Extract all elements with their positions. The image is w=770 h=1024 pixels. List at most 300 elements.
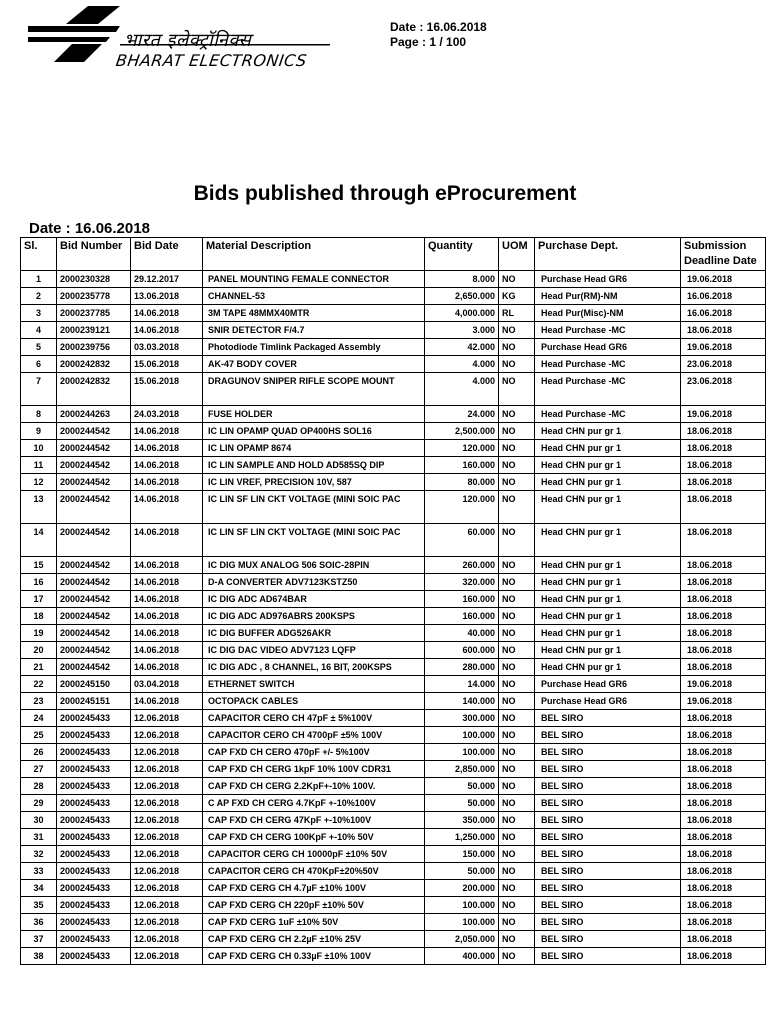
- cell-submission-deadline: 18.06.2018: [681, 457, 766, 474]
- cell-submission-deadline: 18.06.2018: [681, 574, 766, 591]
- cell-submission-deadline: 18.06.2018: [681, 727, 766, 744]
- cell-purchase-dept: Purchase Head GR6: [535, 693, 681, 710]
- table-row: [21, 271, 766, 288]
- cell-bid-date: 12.06.2018: [131, 812, 203, 829]
- cell-sl: 3: [21, 305, 57, 322]
- cell-sl: 6: [21, 356, 57, 373]
- cell-bid-number: 2000245433: [57, 914, 131, 931]
- cell-bid-number: 2000244542: [57, 491, 131, 524]
- cell-material-description: CAPACITOR CERG CH 470KpF±20%50V: [203, 863, 425, 880]
- cell-quantity: 320.000: [425, 574, 499, 591]
- cell-bid-date: 12.06.2018: [131, 931, 203, 948]
- cell-uom: NO: [499, 457, 535, 474]
- cell-sl: 34: [21, 880, 57, 897]
- table-row: [21, 288, 766, 305]
- company-logo: [28, 4, 348, 74]
- cell-bid-date: 14.06.2018: [131, 642, 203, 659]
- cell-bid-number: 2000237785: [57, 305, 131, 322]
- cell-quantity: 2,850.000: [425, 761, 499, 778]
- cell-bid-number: 2000244542: [57, 659, 131, 676]
- cell-sl: 13: [21, 491, 57, 524]
- column-header-submission-deadline: Submission Deadline Date: [681, 238, 766, 271]
- cell-bid-number: 2000244542: [57, 591, 131, 608]
- cell-bid-date: 12.06.2018: [131, 948, 203, 965]
- cell-bid-date: 12.06.2018: [131, 778, 203, 795]
- table-row: [21, 710, 766, 727]
- cell-submission-deadline: 16.06.2018: [681, 305, 766, 322]
- table-row: [21, 829, 766, 846]
- cell-sl: 1: [21, 271, 57, 288]
- cell-purchase-dept: BEL SIRO: [535, 727, 681, 744]
- cell-sl: 29: [21, 795, 57, 812]
- cell-uom: NO: [499, 322, 535, 339]
- table-row: [21, 356, 766, 373]
- table-row: [21, 795, 766, 812]
- cell-submission-deadline: 19.06.2018: [681, 271, 766, 288]
- cell-purchase-dept: BEL SIRO: [535, 778, 681, 795]
- cell-submission-deadline: 18.06.2018: [681, 322, 766, 339]
- cell-uom: NO: [499, 373, 535, 406]
- cell-bid-number: 2000245433: [57, 710, 131, 727]
- cell-bid-date: 14.06.2018: [131, 474, 203, 491]
- cell-material-description: IC LIN VREF, PRECISION 10V, 587: [203, 474, 425, 491]
- cell-bid-number: 2000245433: [57, 778, 131, 795]
- cell-submission-deadline: 18.06.2018: [681, 423, 766, 440]
- cell-uom: NO: [499, 676, 535, 693]
- cell-material-description: D-A CONVERTER ADV7123KSTZ50: [203, 574, 425, 591]
- column-header-bid-number: Bid Number: [57, 238, 131, 271]
- table-row: [21, 406, 766, 423]
- cell-purchase-dept: Head Purchase -MC: [535, 373, 681, 406]
- cell-uom: NO: [499, 659, 535, 676]
- cell-sl: 24: [21, 710, 57, 727]
- cell-submission-deadline: 18.06.2018: [681, 591, 766, 608]
- cell-sl: 8: [21, 406, 57, 423]
- cell-bid-number: 2000245151: [57, 693, 131, 710]
- cell-quantity: 1,250.000: [425, 829, 499, 846]
- cell-bid-date: 29.12.2017: [131, 271, 203, 288]
- cell-material-description: SNIR DETECTOR F/4.7: [203, 322, 425, 339]
- cell-quantity: 400.000: [425, 948, 499, 965]
- cell-material-description: IC DIG ADC AD674BAR: [203, 591, 425, 608]
- cell-material-description: CAPACITOR CERO CH 47pF ± 5%100V: [203, 710, 425, 727]
- cell-bid-date: 12.06.2018: [131, 761, 203, 778]
- cell-bid-date: 14.06.2018: [131, 440, 203, 457]
- table-row: [21, 457, 766, 474]
- cell-bid-date: 12.06.2018: [131, 744, 203, 761]
- cell-uom: NO: [499, 524, 535, 557]
- cell-submission-deadline: 18.06.2018: [681, 440, 766, 457]
- cell-bid-date: 14.06.2018: [131, 305, 203, 322]
- table-row: [21, 423, 766, 440]
- cell-bid-number: 2000244542: [57, 608, 131, 625]
- cell-submission-deadline: 18.06.2018: [681, 863, 766, 880]
- table-row: [21, 778, 766, 795]
- cell-bid-number: 2000244263: [57, 406, 131, 423]
- cell-bid-date: 14.06.2018: [131, 457, 203, 474]
- column-header-quantity: Quantity: [425, 238, 499, 271]
- cell-submission-deadline: 18.06.2018: [681, 880, 766, 897]
- cell-bid-date: 24.03.2018: [131, 406, 203, 423]
- header-meta: [390, 20, 487, 50]
- cell-material-description: DRAGUNOV SNIPER RIFLE SCOPE MOUNT: [203, 373, 425, 406]
- cell-material-description: IC LIN SF LIN CKT VOLTAGE (MINI SOIC PAC: [203, 524, 425, 557]
- cell-material-description: AK-47 BODY COVER: [203, 356, 425, 373]
- table-row: [21, 863, 766, 880]
- cell-submission-deadline: 18.06.2018: [681, 608, 766, 625]
- cell-submission-deadline: 19.06.2018: [681, 693, 766, 710]
- cell-uom: NO: [499, 440, 535, 457]
- cell-material-description: PANEL MOUNTING FEMALE CONNECTOR: [203, 271, 425, 288]
- cell-bid-date: 12.06.2018: [131, 897, 203, 914]
- cell-quantity: 4,000.000: [425, 305, 499, 322]
- cell-sl: 11: [21, 457, 57, 474]
- cell-purchase-dept: Head CHN pur gr 1: [535, 524, 681, 557]
- cell-uom: NO: [499, 491, 535, 524]
- cell-bid-number: 2000242832: [57, 373, 131, 406]
- cell-uom: NO: [499, 778, 535, 795]
- cell-purchase-dept: BEL SIRO: [535, 880, 681, 897]
- cell-quantity: 600.000: [425, 642, 499, 659]
- cell-submission-deadline: 18.06.2018: [681, 795, 766, 812]
- cell-purchase-dept: Head CHN pur gr 1: [535, 423, 681, 440]
- cell-material-description: IC DIG ADC , 8 CHANNEL, 16 BIT, 200KSPS: [203, 659, 425, 676]
- cell-quantity: 42.000: [425, 339, 499, 356]
- cell-uom: NO: [499, 795, 535, 812]
- cell-submission-deadline: 18.06.2018: [681, 744, 766, 761]
- cell-material-description: IC DIG MUX ANALOG 506 SOIC-28PIN: [203, 557, 425, 574]
- cell-purchase-dept: Head Pur(RM)-NM: [535, 288, 681, 305]
- cell-bid-date: 15.06.2018: [131, 356, 203, 373]
- cell-bid-number: 2000245433: [57, 931, 131, 948]
- cell-quantity: 160.000: [425, 457, 499, 474]
- table-row: [21, 373, 766, 406]
- cell-bid-number: 2000244542: [57, 457, 131, 474]
- cell-sl: 16: [21, 574, 57, 591]
- cell-purchase-dept: BEL SIRO: [535, 812, 681, 829]
- table-row: [21, 812, 766, 829]
- cell-uom: NO: [499, 625, 535, 642]
- cell-material-description: CAP FXD CH CERO 470pF +/- 5%100V: [203, 744, 425, 761]
- cell-bid-date: 13.06.2018: [131, 288, 203, 305]
- cell-uom: NO: [499, 812, 535, 829]
- cell-purchase-dept: Head CHN pur gr 1: [535, 574, 681, 591]
- cell-material-description: CAP FXD CH CERG 100KpF +-10% 50V: [203, 829, 425, 846]
- cell-quantity: 24.000: [425, 406, 499, 423]
- cell-material-description: 3M TAPE 48MMX40MTR: [203, 305, 425, 322]
- table-row: [21, 727, 766, 744]
- cell-bid-date: 14.06.2018: [131, 608, 203, 625]
- cell-uom: NO: [499, 642, 535, 659]
- cell-material-description: CAP FXD CH CERG 47KpF +-10%100V: [203, 812, 425, 829]
- cell-bid-date: 03.03.2018: [131, 339, 203, 356]
- cell-purchase-dept: Head CHN pur gr 1: [535, 440, 681, 457]
- cell-quantity: 4.000: [425, 373, 499, 406]
- cell-bid-date: 12.06.2018: [131, 846, 203, 863]
- cell-bid-number: 2000244542: [57, 625, 131, 642]
- cell-bid-number: 2000244542: [57, 557, 131, 574]
- cell-quantity: 40.000: [425, 625, 499, 642]
- cell-submission-deadline: 19.06.2018: [681, 339, 766, 356]
- table-row: [21, 339, 766, 356]
- cell-purchase-dept: BEL SIRO: [535, 710, 681, 727]
- cell-material-description: CAP FXD CH CERG 2.2KpF+-10% 100V.: [203, 778, 425, 795]
- cell-sl: 2: [21, 288, 57, 305]
- table-row: [21, 591, 766, 608]
- cell-material-description: ETHERNET SWITCH: [203, 676, 425, 693]
- cell-sl: 38: [21, 948, 57, 965]
- cell-quantity: 100.000: [425, 744, 499, 761]
- cell-material-description: CAP FXD CERG CH 0.33µF ±10% 100V: [203, 948, 425, 965]
- cell-bid-date: 12.06.2018: [131, 914, 203, 931]
- cell-submission-deadline: 16.06.2018: [681, 288, 766, 305]
- cell-purchase-dept: BEL SIRO: [535, 948, 681, 965]
- cell-purchase-dept: Head CHN pur gr 1: [535, 642, 681, 659]
- cell-quantity: 140.000: [425, 693, 499, 710]
- cell-submission-deadline: 18.06.2018: [681, 710, 766, 727]
- cell-uom: NO: [499, 574, 535, 591]
- cell-purchase-dept: Head Purchase -MC: [535, 322, 681, 339]
- cell-quantity: 4.000: [425, 356, 499, 373]
- cell-bid-date: 14.06.2018: [131, 524, 203, 557]
- cell-quantity: 100.000: [425, 914, 499, 931]
- cell-quantity: 350.000: [425, 812, 499, 829]
- cell-sl: 27: [21, 761, 57, 778]
- cell-submission-deadline: 18.06.2018: [681, 778, 766, 795]
- cell-material-description: CAP FXD CERG CH 220pF ±10% 50V: [203, 897, 425, 914]
- table-row: [21, 659, 766, 676]
- cell-material-description: OCTOPACK CABLES: [203, 693, 425, 710]
- cell-sl: 4: [21, 322, 57, 339]
- table-row: [21, 608, 766, 625]
- cell-sl: 23: [21, 693, 57, 710]
- cell-sl: 26: [21, 744, 57, 761]
- header-date: Date : 16.06.2018: [390, 20, 487, 34]
- logo-english-text: BHARAT ELECTRONICS: [114, 51, 309, 70]
- cell-bid-date: 12.06.2018: [131, 880, 203, 897]
- cell-bid-date: 14.06.2018: [131, 491, 203, 524]
- cell-uom: NO: [499, 880, 535, 897]
- cell-purchase-dept: BEL SIRO: [535, 795, 681, 812]
- cell-quantity: 50.000: [425, 778, 499, 795]
- table-row: [21, 761, 766, 778]
- cell-bid-number: 2000245433: [57, 795, 131, 812]
- cell-quantity: 50.000: [425, 863, 499, 880]
- cell-material-description: IC DIG ADC AD976ABRS 200KSPS: [203, 608, 425, 625]
- cell-submission-deadline: 18.06.2018: [681, 659, 766, 676]
- table-row: [21, 744, 766, 761]
- cell-material-description: CAP FXD CERG CH 2.2µF ±10% 25V: [203, 931, 425, 948]
- cell-quantity: 14.000: [425, 676, 499, 693]
- cell-purchase-dept: Head CHN pur gr 1: [535, 625, 681, 642]
- cell-purchase-dept: Head Purchase -MC: [535, 356, 681, 373]
- cell-material-description: Photodiode Timlink Packaged Assembly: [203, 339, 425, 356]
- cell-purchase-dept: Purchase Head GR6: [535, 271, 681, 288]
- cell-sl: 10: [21, 440, 57, 457]
- cell-submission-deadline: 18.06.2018: [681, 914, 766, 931]
- cell-material-description: CHANNEL-53: [203, 288, 425, 305]
- table-row: [21, 676, 766, 693]
- cell-uom: NO: [499, 727, 535, 744]
- cell-quantity: 3.000: [425, 322, 499, 339]
- cell-submission-deadline: 23.06.2018: [681, 373, 766, 406]
- cell-bid-date: 12.06.2018: [131, 795, 203, 812]
- cell-bid-date: 14.06.2018: [131, 693, 203, 710]
- cell-bid-number: 2000245433: [57, 812, 131, 829]
- cell-uom: NO: [499, 608, 535, 625]
- cell-material-description: IC LIN OPAMP QUAD OP400HS SOL16: [203, 423, 425, 440]
- cell-bid-date: 14.06.2018: [131, 659, 203, 676]
- cell-purchase-dept: Head CHN pur gr 1: [535, 591, 681, 608]
- cell-bid-number: 2000245433: [57, 863, 131, 880]
- cell-bid-date: 14.06.2018: [131, 591, 203, 608]
- cell-bid-date: 03.04.2018: [131, 676, 203, 693]
- cell-purchase-dept: BEL SIRO: [535, 897, 681, 914]
- cell-uom: NO: [499, 897, 535, 914]
- column-header-purchase-dept: Purchase Dept.: [535, 238, 681, 271]
- cell-quantity: 150.000: [425, 846, 499, 863]
- cell-quantity: 120.000: [425, 440, 499, 457]
- cell-sl: 22: [21, 676, 57, 693]
- cell-submission-deadline: 18.06.2018: [681, 557, 766, 574]
- table-row: [21, 693, 766, 710]
- cell-uom: NO: [499, 693, 535, 710]
- cell-bid-date: 12.06.2018: [131, 710, 203, 727]
- cell-bid-number: 2000245433: [57, 744, 131, 761]
- cell-uom: NO: [499, 710, 535, 727]
- cell-quantity: 100.000: [425, 897, 499, 914]
- table-row: [21, 625, 766, 642]
- cell-quantity: 2,500.000: [425, 423, 499, 440]
- cell-purchase-dept: Head CHN pur gr 1: [535, 457, 681, 474]
- cell-quantity: 160.000: [425, 608, 499, 625]
- cell-sl: 7: [21, 373, 57, 406]
- cell-material-description: CAPACITOR CERG CH 10000pF ±10% 50V: [203, 846, 425, 863]
- cell-bid-date: 14.06.2018: [131, 574, 203, 591]
- cell-submission-deadline: 18.06.2018: [681, 491, 766, 524]
- cell-material-description: CAPACITOR CERO CH 4700pF ±5% 100V: [203, 727, 425, 744]
- cell-purchase-dept: Head Purchase -MC: [535, 406, 681, 423]
- cell-bid-date: 12.06.2018: [131, 829, 203, 846]
- cell-bid-number: 2000245433: [57, 897, 131, 914]
- cell-purchase-dept: Head CHN pur gr 1: [535, 608, 681, 625]
- cell-purchase-dept: Head CHN pur gr 1: [535, 557, 681, 574]
- cell-bid-number: 2000244542: [57, 440, 131, 457]
- cell-uom: NO: [499, 271, 535, 288]
- cell-quantity: 50.000: [425, 795, 499, 812]
- cell-submission-deadline: 18.06.2018: [681, 625, 766, 642]
- cell-purchase-dept: BEL SIRO: [535, 846, 681, 863]
- cell-material-description: CAP FXD CERG 1uF ±10% 50V: [203, 914, 425, 931]
- report-date: Date : 16.06.2018: [29, 220, 150, 237]
- cell-submission-deadline: 18.06.2018: [681, 897, 766, 914]
- cell-sl: 14: [21, 524, 57, 557]
- bids-table: [20, 237, 766, 965]
- cell-material-description: CAP FXD CH CERG 1kpF 10% 100V CDR31: [203, 761, 425, 778]
- cell-bid-number: 2000245433: [57, 948, 131, 965]
- cell-quantity: 300.000: [425, 710, 499, 727]
- cell-uom: NO: [499, 744, 535, 761]
- cell-quantity: 160.000: [425, 591, 499, 608]
- cell-uom: NO: [499, 406, 535, 423]
- cell-submission-deadline: 18.06.2018: [681, 846, 766, 863]
- cell-bid-date: 12.06.2018: [131, 727, 203, 744]
- cell-quantity: 2,650.000: [425, 288, 499, 305]
- cell-purchase-dept: Head CHN pur gr 1: [535, 474, 681, 491]
- cell-material-description: IC LIN SF LIN CKT VOLTAGE (MINI SOIC PAC: [203, 491, 425, 524]
- table-row: [21, 524, 766, 557]
- cell-bid-number: 2000244542: [57, 423, 131, 440]
- cell-sl: 32: [21, 846, 57, 863]
- table-row: [21, 440, 766, 457]
- cell-quantity: 60.000: [425, 524, 499, 557]
- cell-submission-deadline: 18.06.2018: [681, 474, 766, 491]
- cell-submission-deadline: 18.06.2018: [681, 829, 766, 846]
- cell-bid-date: 12.06.2018: [131, 863, 203, 880]
- cell-sl: 33: [21, 863, 57, 880]
- cell-sl: 5: [21, 339, 57, 356]
- cell-uom: NO: [499, 863, 535, 880]
- cell-purchase-dept: Head CHN pur gr 1: [535, 659, 681, 676]
- cell-bid-number: 2000239121: [57, 322, 131, 339]
- cell-sl: 20: [21, 642, 57, 659]
- cell-bid-date: 15.06.2018: [131, 373, 203, 406]
- cell-material-description: FUSE HOLDER: [203, 406, 425, 423]
- cell-purchase-dept: BEL SIRO: [535, 829, 681, 846]
- cell-sl: 36: [21, 914, 57, 931]
- cell-uom: NO: [499, 356, 535, 373]
- cell-bid-date: 14.06.2018: [131, 423, 203, 440]
- cell-sl: 31: [21, 829, 57, 846]
- cell-uom: NO: [499, 914, 535, 931]
- cell-sl: 28: [21, 778, 57, 795]
- cell-sl: 21: [21, 659, 57, 676]
- cell-bid-number: 2000245433: [57, 829, 131, 846]
- table-row: [21, 846, 766, 863]
- column-header-material-description: Material Description: [203, 238, 425, 271]
- cell-purchase-dept: BEL SIRO: [535, 931, 681, 948]
- table-row: [21, 305, 766, 322]
- cell-sl: 25: [21, 727, 57, 744]
- cell-submission-deadline: 18.06.2018: [681, 948, 766, 965]
- cell-sl: 37: [21, 931, 57, 948]
- cell-purchase-dept: Head CHN pur gr 1: [535, 491, 681, 524]
- table-row: [21, 491, 766, 524]
- column-header-uom: UOM: [499, 238, 535, 271]
- cell-bid-number: 2000239756: [57, 339, 131, 356]
- table-row: [21, 948, 766, 965]
- cell-quantity: 200.000: [425, 880, 499, 897]
- cell-sl: 17: [21, 591, 57, 608]
- cell-material-description: IC LIN OPAMP 8674: [203, 440, 425, 457]
- cell-bid-number: 2000245433: [57, 761, 131, 778]
- cell-quantity: 100.000: [425, 727, 499, 744]
- cell-bid-number: 2000245433: [57, 846, 131, 863]
- cell-submission-deadline: 18.06.2018: [681, 642, 766, 659]
- table-row: [21, 557, 766, 574]
- cell-bid-number: 2000245150: [57, 676, 131, 693]
- cell-sl: 9: [21, 423, 57, 440]
- cell-uom: RL: [499, 305, 535, 322]
- cell-bid-date: 14.06.2018: [131, 625, 203, 642]
- table-row: [21, 880, 766, 897]
- cell-uom: NO: [499, 474, 535, 491]
- cell-quantity: 8.000: [425, 271, 499, 288]
- cell-uom: NO: [499, 339, 535, 356]
- cell-submission-deadline: 19.06.2018: [681, 676, 766, 693]
- cell-purchase-dept: Purchase Head GR6: [535, 676, 681, 693]
- cell-uom: KG: [499, 288, 535, 305]
